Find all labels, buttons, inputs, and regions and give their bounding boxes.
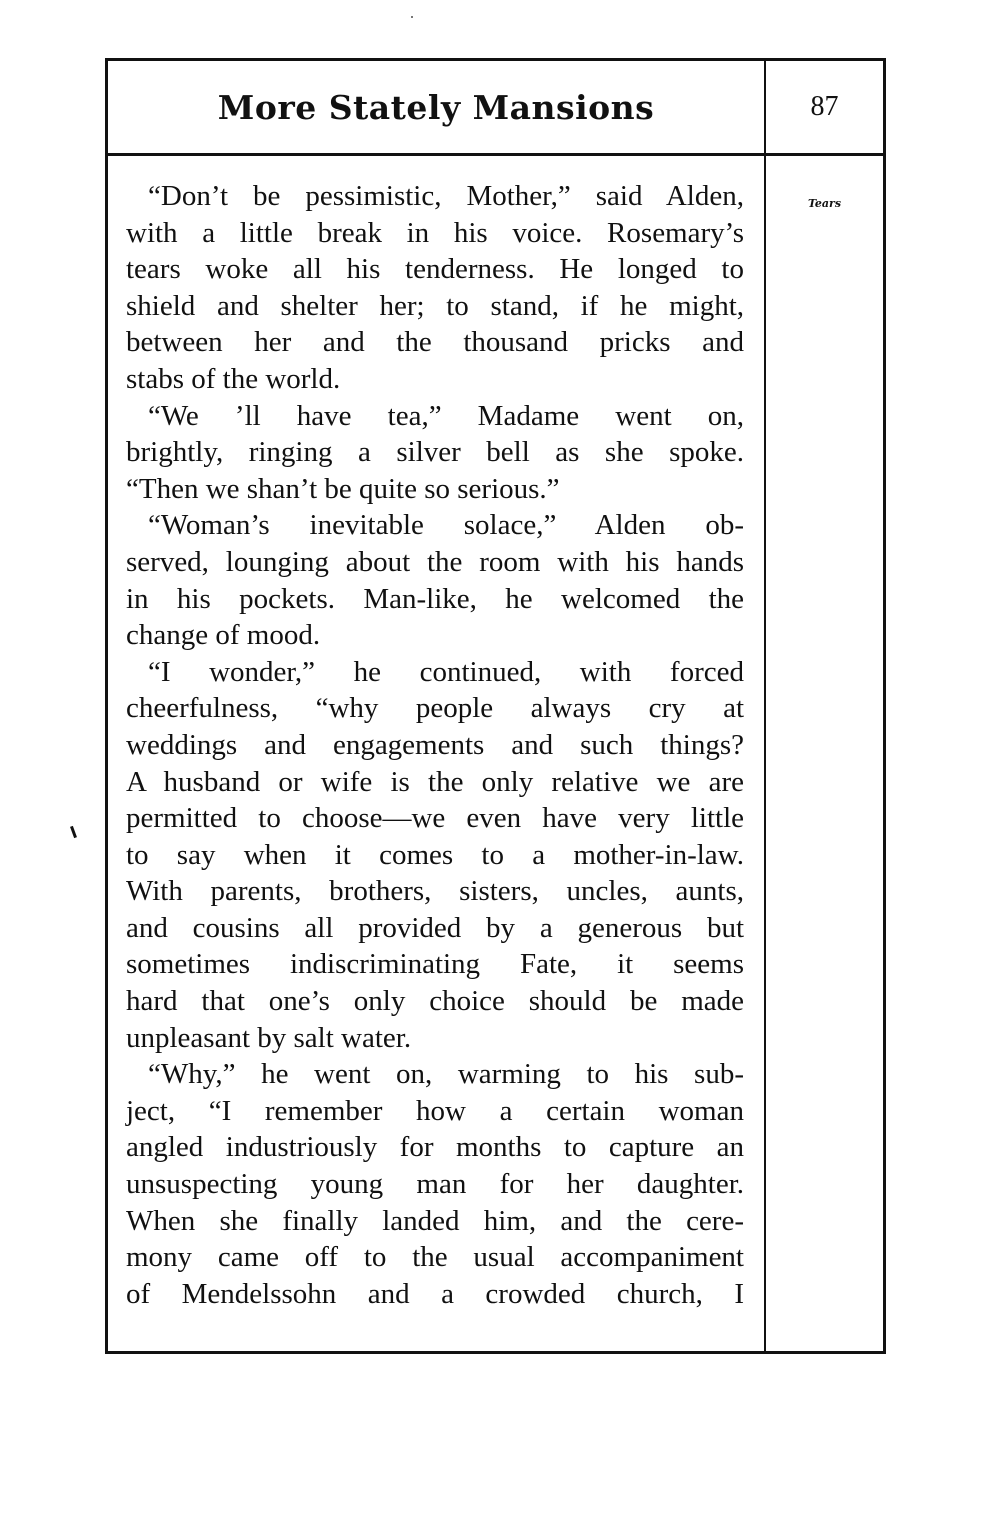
text-line: brightly, ringing a silver bell as she spoke. [126,436,744,469]
text-line: hard that one’s only choice should be made [126,985,744,1018]
text-line: of Mendelssohn and a crowded church, I [126,1277,744,1310]
margin-note: Tears [807,197,842,210]
text-line: served, lounging about the room with his hands [126,545,744,578]
running-title: More Stately Mansions [217,87,655,127]
text-line: tears woke all his tenderness. He longed to [126,253,744,286]
text-line: “We ’ll have tea,” Madame went on, [148,399,744,432]
text-line: unsuspecting young man for her daughter. [126,1168,744,1201]
text-line: unpleasant by salt water. [126,1021,412,1054]
text-line: permitted to choose—we even have very little [126,802,744,835]
text-line: and cousins all provided by a generous but [126,911,744,944]
header-rule [108,153,883,156]
text-line: “I wonder,” he continued, with forced [148,655,744,688]
text-line: between her and the thousand pricks and [126,326,744,359]
text-line: “Don’t be pessimistic, Mother,” said Alden, [148,180,744,212]
text-line: stabs of the world. [126,362,341,395]
text-line: mony came off to the usual accompaniment [126,1241,744,1274]
margin-column-rule [764,61,766,1351]
text-line: sometimes indiscriminating Fate, it seems [126,948,744,981]
text-line: When she finally landed him, and the cere- [126,1204,744,1237]
text-line: “Woman’s inevitable solace,” Alden ob- [148,509,744,542]
text-line: change of mood. [126,619,321,652]
text-line: to say when it comes to a mother-in-law. [126,838,744,871]
text-line: angled industriously for months to capture an [126,1131,744,1164]
text-line: A husband or wife is the only relative we are [126,765,744,798]
body-text [126,178,744,1312]
text-line: With parents, brothers, sisters, uncles, aunts, [126,875,744,908]
text-line: in his pockets. Man-like, he welcomed the [126,582,744,615]
text-line: “Why,” he went on, warming to his sub- [148,1058,744,1091]
text-line: ject, “I remember how a certain woman [126,1094,744,1127]
text-line: with a little break in his voice. Rosemary’s [126,216,744,249]
text-line: cheerfulness, “why people always cry at [126,692,744,725]
page-number: 87 [810,91,839,122]
text-line: shield and shelter her; to stand, if he might, [126,289,744,322]
text-line: weddings and engagements and such things? [126,728,744,761]
text-line: “Then we shan’t be quite so serious.” [126,472,560,505]
stray-dot [411,16,413,18]
stray-mark [70,826,77,838]
